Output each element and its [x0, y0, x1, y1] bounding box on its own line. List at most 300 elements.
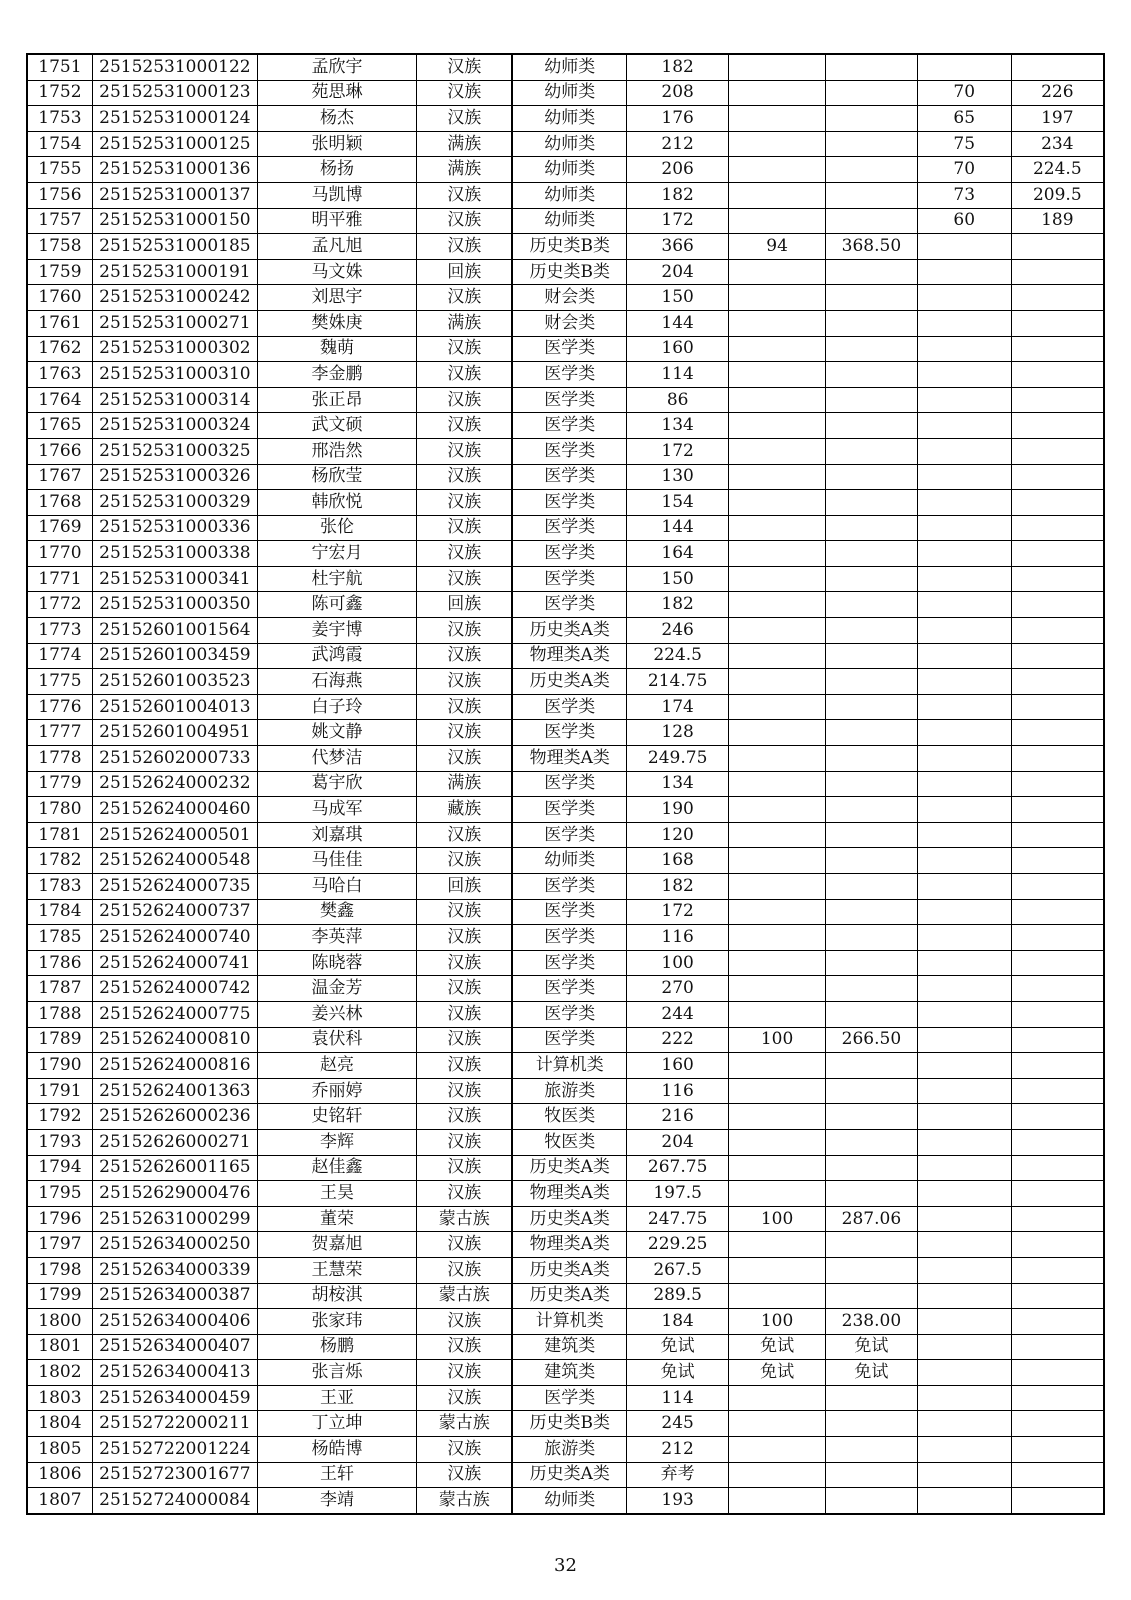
interview-score-cell [917, 976, 1011, 1002]
interview-score-cell [917, 746, 1011, 772]
written-score-cell: 216 [627, 1104, 729, 1130]
ethnicity-cell: 蒙古族 [417, 1283, 513, 1309]
ethnicity-cell: 汉族 [417, 541, 513, 567]
written-score-cell: 244 [627, 1001, 729, 1027]
final-score-cell [1011, 1053, 1104, 1079]
total-score-cell [826, 80, 918, 106]
final-score-cell [1011, 1206, 1104, 1232]
index-cell: 1772 [27, 592, 92, 618]
category-cell: 历史类A类 [512, 1206, 626, 1232]
table-row [27, 874, 1104, 900]
index-cell: 1800 [27, 1309, 92, 1335]
category-cell: 医学类 [512, 1027, 626, 1053]
written-score-cell: 150 [627, 566, 729, 592]
name-cell: 王亚 [257, 1385, 416, 1411]
written-score-cell: 182 [627, 54, 729, 80]
ethnicity-cell: 汉族 [417, 1078, 513, 1104]
skill-score-cell [729, 669, 826, 695]
name-cell: 马佳佳 [257, 848, 416, 874]
ethnicity-cell: 汉族 [417, 1334, 513, 1360]
written-score-cell: 289.5 [627, 1283, 729, 1309]
interview-score-cell [917, 1027, 1011, 1053]
exam-id-cell: 25152624000810 [92, 1027, 257, 1053]
ethnicity-cell: 汉族 [417, 976, 513, 1002]
table-row [27, 1462, 1104, 1488]
exam-id-cell: 25152531000341 [92, 566, 257, 592]
ethnicity-cell: 汉族 [417, 1385, 513, 1411]
category-cell: 历史类A类 [512, 669, 626, 695]
final-score-cell [1011, 1027, 1104, 1053]
written-score-cell: 免试 [627, 1360, 729, 1386]
table-row [27, 925, 1104, 951]
category-cell: 医学类 [512, 438, 626, 464]
ethnicity-cell: 汉族 [417, 566, 513, 592]
skill-score-cell [729, 592, 826, 618]
index-cell: 1786 [27, 950, 92, 976]
category-cell: 医学类 [512, 541, 626, 567]
table-row [27, 694, 1104, 720]
total-score-cell: 266.50 [826, 1027, 918, 1053]
final-score-cell [1011, 1462, 1104, 1488]
total-score-cell [826, 106, 918, 132]
total-score-cell [826, 1104, 918, 1130]
exam-id-cell: 25152531000136 [92, 157, 257, 183]
written-score-cell: 246 [627, 618, 729, 644]
name-cell: 陈晓蓉 [257, 950, 416, 976]
name-cell: 孟凡旭 [257, 234, 416, 260]
total-score-cell [826, 1437, 918, 1463]
interview-score-cell [917, 515, 1011, 541]
index-cell: 1803 [27, 1385, 92, 1411]
index-cell: 1788 [27, 1001, 92, 1027]
name-cell: 魏萌 [257, 336, 416, 362]
skill-score-cell [729, 362, 826, 388]
name-cell: 杨扬 [257, 157, 416, 183]
interview-score-cell [917, 1309, 1011, 1335]
name-cell: 胡桉淇 [257, 1283, 416, 1309]
interview-score-cell [917, 1283, 1011, 1309]
table-row [27, 1104, 1104, 1130]
category-cell: 幼师类 [512, 848, 626, 874]
index-cell: 1760 [27, 285, 92, 311]
table-row [27, 618, 1104, 644]
table-row [27, 106, 1104, 132]
written-score-cell: 86 [627, 387, 729, 413]
index-cell: 1779 [27, 771, 92, 797]
interview-score-cell [917, 643, 1011, 669]
interview-score-cell [917, 1334, 1011, 1360]
index-cell: 1758 [27, 234, 92, 260]
index-cell: 1798 [27, 1257, 92, 1283]
name-cell: 明平雅 [257, 208, 416, 234]
category-cell: 建筑类 [512, 1360, 626, 1386]
ethnicity-cell: 汉族 [417, 106, 513, 132]
name-cell: 张明颖 [257, 131, 416, 157]
written-score-cell: 164 [627, 541, 729, 567]
total-score-cell [826, 182, 918, 208]
name-cell: 乔丽婷 [257, 1078, 416, 1104]
name-cell: 韩欣悦 [257, 490, 416, 516]
ethnicity-cell: 藏族 [417, 797, 513, 823]
table-row [27, 387, 1104, 413]
score-table [26, 53, 1105, 1515]
interview-score-cell [917, 1437, 1011, 1463]
name-cell: 李靖 [257, 1488, 416, 1514]
skill-score-cell [729, 464, 826, 490]
written-score-cell: 130 [627, 464, 729, 490]
table-row [27, 413, 1104, 439]
name-cell: 张家玮 [257, 1309, 416, 1335]
skill-score-cell [729, 720, 826, 746]
name-cell: 马文姝 [257, 259, 416, 285]
interview-score-cell [917, 771, 1011, 797]
index-cell: 1794 [27, 1155, 92, 1181]
index-cell: 1790 [27, 1053, 92, 1079]
category-cell: 医学类 [512, 592, 626, 618]
interview-score-cell [917, 464, 1011, 490]
category-cell: 医学类 [512, 336, 626, 362]
category-cell: 建筑类 [512, 1334, 626, 1360]
ethnicity-cell: 汉族 [417, 848, 513, 874]
skill-score-cell [729, 1283, 826, 1309]
written-score-cell: 190 [627, 797, 729, 823]
category-cell: 医学类 [512, 362, 626, 388]
table-row [27, 566, 1104, 592]
index-cell: 1756 [27, 182, 92, 208]
table-row [27, 362, 1104, 388]
final-score-cell [1011, 1283, 1104, 1309]
name-cell: 王昊 [257, 1181, 416, 1207]
table-row [27, 592, 1104, 618]
category-cell: 幼师类 [512, 131, 626, 157]
table-row [27, 1001, 1104, 1027]
exam-id-cell: 25152601004951 [92, 720, 257, 746]
index-cell: 1754 [27, 131, 92, 157]
written-score-cell: 114 [627, 1385, 729, 1411]
index-cell: 1784 [27, 899, 92, 925]
total-score-cell [826, 1078, 918, 1104]
category-cell: 牧医类 [512, 1129, 626, 1155]
final-score-cell [1011, 490, 1104, 516]
written-score-cell: 267.75 [627, 1155, 729, 1181]
exam-id-cell: 25152631000299 [92, 1206, 257, 1232]
total-score-cell [826, 618, 918, 644]
total-score-cell [826, 310, 918, 336]
skill-score-cell [729, 1001, 826, 1027]
final-score-cell [1011, 438, 1104, 464]
written-score-cell: 168 [627, 848, 729, 874]
written-score-cell: 204 [627, 259, 729, 285]
skill-score-cell [729, 285, 826, 311]
skill-score-cell [729, 694, 826, 720]
ethnicity-cell: 汉族 [417, 899, 513, 925]
interview-score-cell [917, 1001, 1011, 1027]
index-cell: 1773 [27, 618, 92, 644]
exam-id-cell: 25152624000816 [92, 1053, 257, 1079]
interview-score-cell [917, 1181, 1011, 1207]
total-score-cell [826, 899, 918, 925]
table-row [27, 746, 1104, 772]
written-score-cell: 116 [627, 1078, 729, 1104]
name-cell: 董荣 [257, 1206, 416, 1232]
written-score-cell: 193 [627, 1488, 729, 1514]
index-cell: 1751 [27, 54, 92, 80]
table-row [27, 1181, 1104, 1207]
skill-score-cell [729, 541, 826, 567]
exam-id-cell: 25152531000242 [92, 285, 257, 311]
interview-score-cell [917, 950, 1011, 976]
written-score-cell: 247.75 [627, 1206, 729, 1232]
total-score-cell [826, 1462, 918, 1488]
category-cell: 幼师类 [512, 208, 626, 234]
skill-score-cell: 94 [729, 234, 826, 260]
interview-score-cell [917, 1385, 1011, 1411]
skill-score-cell [729, 1385, 826, 1411]
written-score-cell: 174 [627, 694, 729, 720]
table-row [27, 720, 1104, 746]
total-score-cell [826, 387, 918, 413]
name-cell: 丁立坤 [257, 1411, 416, 1437]
ethnicity-cell: 汉族 [417, 1232, 513, 1258]
exam-id-cell: 25152722001224 [92, 1437, 257, 1463]
name-cell: 马成军 [257, 797, 416, 823]
name-cell: 葛宇欣 [257, 771, 416, 797]
name-cell: 赵亮 [257, 1053, 416, 1079]
skill-score-cell [729, 54, 826, 80]
final-score-cell: 189 [1011, 208, 1104, 234]
name-cell: 李英萍 [257, 925, 416, 951]
index-cell: 1802 [27, 1360, 92, 1386]
name-cell: 马哈白 [257, 874, 416, 900]
total-score-cell [826, 285, 918, 311]
table-row [27, 1232, 1104, 1258]
exam-id-cell: 25152601003523 [92, 669, 257, 695]
table-row [27, 1385, 1104, 1411]
exam-id-cell: 25152624000742 [92, 976, 257, 1002]
table-row [27, 157, 1104, 183]
page-number: 32 [554, 1555, 577, 1576]
final-score-cell [1011, 874, 1104, 900]
total-score-cell [826, 490, 918, 516]
final-score-cell [1011, 1385, 1104, 1411]
ethnicity-cell: 汉族 [417, 413, 513, 439]
total-score-cell [826, 950, 918, 976]
interview-score-cell [917, 1155, 1011, 1181]
ethnicity-cell: 回族 [417, 259, 513, 285]
ethnicity-cell: 汉族 [417, 285, 513, 311]
category-cell: 医学类 [512, 694, 626, 720]
skill-score-cell [729, 438, 826, 464]
final-score-cell [1011, 387, 1104, 413]
index-cell: 1807 [27, 1488, 92, 1514]
exam-id-cell: 25152531000271 [92, 310, 257, 336]
interview-score-cell [917, 669, 1011, 695]
interview-score-cell [917, 54, 1011, 80]
index-cell: 1789 [27, 1027, 92, 1053]
name-cell: 武鸿霞 [257, 643, 416, 669]
final-score-cell: 197 [1011, 106, 1104, 132]
ethnicity-cell: 满族 [417, 131, 513, 157]
exam-id-cell: 25152722000211 [92, 1411, 257, 1437]
exam-id-cell: 25152531000302 [92, 336, 257, 362]
name-cell: 王轩 [257, 1462, 416, 1488]
category-cell: 幼师类 [512, 106, 626, 132]
final-score-cell [1011, 950, 1104, 976]
interview-score-cell [917, 1462, 1011, 1488]
skill-score-cell [729, 643, 826, 669]
exam-id-cell: 25152601004013 [92, 694, 257, 720]
total-score-cell [826, 515, 918, 541]
final-score-cell [1011, 1257, 1104, 1283]
index-cell: 1755 [27, 157, 92, 183]
written-score-cell: 150 [627, 285, 729, 311]
table-row [27, 797, 1104, 823]
category-cell: 医学类 [512, 566, 626, 592]
table-row [27, 1334, 1104, 1360]
total-score-cell [826, 1001, 918, 1027]
final-score-cell [1011, 1129, 1104, 1155]
index-cell: 1795 [27, 1181, 92, 1207]
written-score-cell: 182 [627, 874, 729, 900]
written-score-cell: 249.75 [627, 746, 729, 772]
name-cell: 武文硕 [257, 413, 416, 439]
index-cell: 1778 [27, 746, 92, 772]
ethnicity-cell: 蒙古族 [417, 1488, 513, 1514]
index-cell: 1764 [27, 387, 92, 413]
total-score-cell [826, 157, 918, 183]
category-cell: 历史类A类 [512, 1462, 626, 1488]
table-row [27, 490, 1104, 516]
category-cell: 幼师类 [512, 157, 626, 183]
final-score-cell [1011, 541, 1104, 567]
skill-score-cell [729, 310, 826, 336]
interview-score-cell [917, 259, 1011, 285]
index-cell: 1776 [27, 694, 92, 720]
written-score-cell: 197.5 [627, 1181, 729, 1207]
name-cell: 姜宇博 [257, 618, 416, 644]
exam-id-cell: 25152634000250 [92, 1232, 257, 1258]
final-score-cell [1011, 797, 1104, 823]
interview-score-cell [917, 1232, 1011, 1258]
final-score-cell [1011, 413, 1104, 439]
category-cell: 牧医类 [512, 1104, 626, 1130]
exam-id-cell: 25152624000548 [92, 848, 257, 874]
skill-score-cell [729, 387, 826, 413]
written-score-cell: 182 [627, 182, 729, 208]
skill-score-cell [729, 80, 826, 106]
written-score-cell: 184 [627, 1309, 729, 1335]
skill-score-cell [729, 566, 826, 592]
index-cell: 1769 [27, 515, 92, 541]
category-cell: 医学类 [512, 797, 626, 823]
written-score-cell: 128 [627, 720, 729, 746]
index-cell: 1763 [27, 362, 92, 388]
interview-score-cell [917, 490, 1011, 516]
name-cell: 温金芳 [257, 976, 416, 1002]
category-cell: 医学类 [512, 899, 626, 925]
written-score-cell: 176 [627, 106, 729, 132]
ethnicity-cell: 汉族 [417, 1309, 513, 1335]
table-row [27, 1309, 1104, 1335]
final-score-cell [1011, 1181, 1104, 1207]
total-score-cell [826, 771, 918, 797]
name-cell: 杨鹏 [257, 1334, 416, 1360]
exam-id-cell: 25152531000191 [92, 259, 257, 285]
written-score-cell: 172 [627, 438, 729, 464]
ethnicity-cell: 汉族 [417, 490, 513, 516]
final-score-cell [1011, 310, 1104, 336]
category-cell: 幼师类 [512, 182, 626, 208]
final-score-cell [1011, 976, 1104, 1002]
written-score-cell: 366 [627, 234, 729, 260]
final-score-cell [1011, 1155, 1104, 1181]
final-score-cell [1011, 285, 1104, 311]
final-score-cell [1011, 771, 1104, 797]
table-row [27, 1155, 1104, 1181]
final-score-cell [1011, 336, 1104, 362]
index-cell: 1752 [27, 80, 92, 106]
category-cell: 历史类B类 [512, 259, 626, 285]
written-score-cell: 204 [627, 1129, 729, 1155]
index-cell: 1757 [27, 208, 92, 234]
index-cell: 1767 [27, 464, 92, 490]
ethnicity-cell: 汉族 [417, 1001, 513, 1027]
final-score-cell [1011, 259, 1104, 285]
total-score-cell [826, 848, 918, 874]
final-score-cell [1011, 822, 1104, 848]
skill-score-cell [729, 1411, 826, 1437]
name-cell: 刘嘉琪 [257, 822, 416, 848]
ethnicity-cell: 汉族 [417, 515, 513, 541]
exam-id-cell: 25152531000338 [92, 541, 257, 567]
written-score-cell: 214.75 [627, 669, 729, 695]
name-cell: 樊鑫 [257, 899, 416, 925]
category-cell: 幼师类 [512, 80, 626, 106]
table-row [27, 669, 1104, 695]
total-score-cell [826, 797, 918, 823]
category-cell: 财会类 [512, 285, 626, 311]
exam-id-cell: 25152634000413 [92, 1360, 257, 1386]
category-cell: 医学类 [512, 387, 626, 413]
total-score-cell: 免试 [826, 1334, 918, 1360]
category-cell: 医学类 [512, 515, 626, 541]
ethnicity-cell: 汉族 [417, 950, 513, 976]
index-cell: 1759 [27, 259, 92, 285]
exam-id-cell: 25152531000329 [92, 490, 257, 516]
category-cell: 医学类 [512, 874, 626, 900]
written-score-cell: 134 [627, 413, 729, 439]
exam-id-cell: 25152624000460 [92, 797, 257, 823]
written-score-cell: 212 [627, 1437, 729, 1463]
table-row [27, 54, 1104, 80]
index-cell: 1765 [27, 413, 92, 439]
table-row [27, 515, 1104, 541]
interview-score-cell [917, 285, 1011, 311]
exam-id-cell: 25152531000350 [92, 592, 257, 618]
exam-id-cell: 25152626000271 [92, 1129, 257, 1155]
skill-score-cell [729, 1232, 826, 1258]
interview-score-cell [917, 1411, 1011, 1437]
name-cell: 王慧荣 [257, 1257, 416, 1283]
index-cell: 1787 [27, 976, 92, 1002]
ethnicity-cell: 汉族 [417, 1053, 513, 1079]
skill-score-cell: 100 [729, 1309, 826, 1335]
total-score-cell [826, 1155, 918, 1181]
table-row [27, 182, 1104, 208]
written-score-cell: 114 [627, 362, 729, 388]
exam-id-cell: 25152624000775 [92, 1001, 257, 1027]
written-score-cell: 120 [627, 822, 729, 848]
